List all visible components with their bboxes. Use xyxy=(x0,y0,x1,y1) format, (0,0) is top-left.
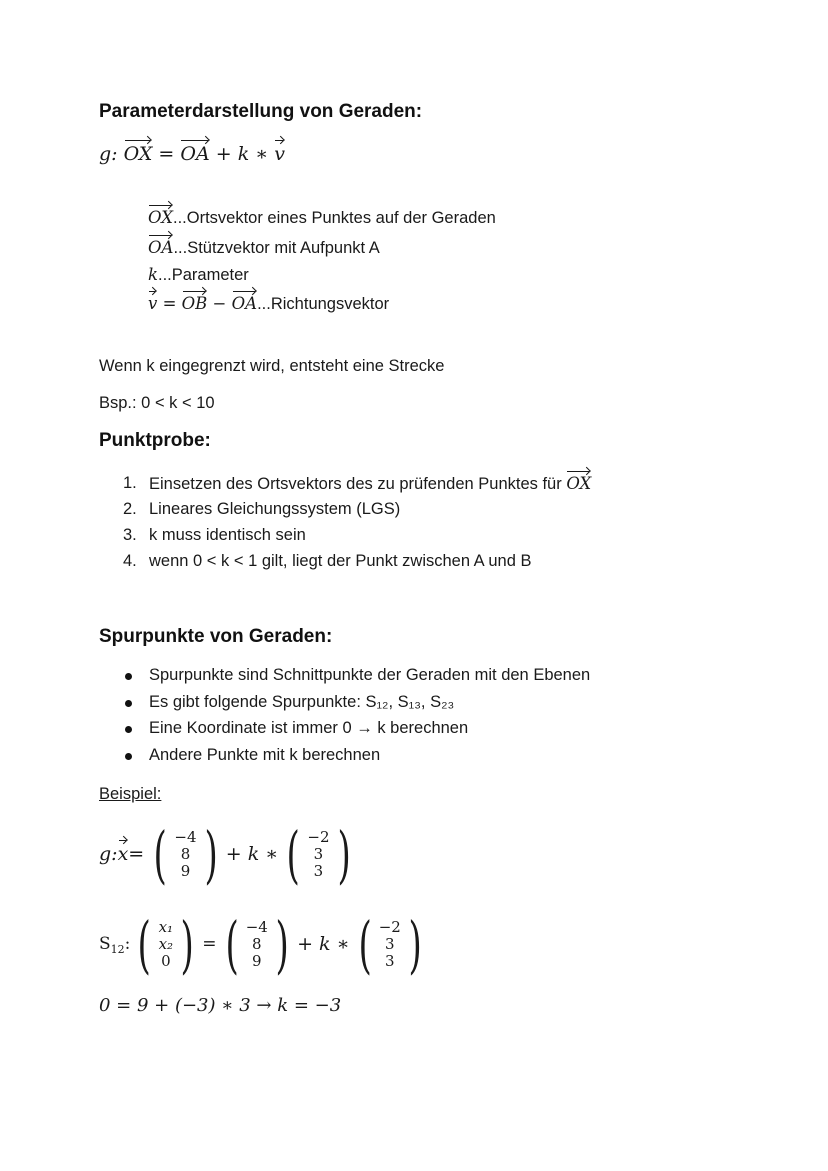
equation-line xyxy=(99,908,427,980)
right-paren: ) xyxy=(203,817,218,891)
right-paren: ) xyxy=(336,817,351,891)
bullet-item: Eine Koordinate ist immer 0 → k berechnen xyxy=(149,719,469,737)
bullet-icon xyxy=(125,700,132,707)
note-strecke: Wenn k eingegrenzt wird, entsteht eine Strecke xyxy=(99,357,445,375)
bullet-item: Es gibt folgende Spurpunkte: S₁₂, S₁₃, S₂₃ xyxy=(149,693,455,711)
vector-ox-inline: OX xyxy=(566,474,592,493)
def-text-k: ...Parameter xyxy=(158,266,249,284)
right-paren: ) xyxy=(408,907,422,981)
vector-entry: 9 xyxy=(180,861,191,880)
list-number: 2. xyxy=(123,500,137,518)
eq2-equals: = xyxy=(202,934,217,954)
list-item xyxy=(149,474,591,494)
definition-ox xyxy=(148,208,496,228)
definition-k xyxy=(148,265,249,285)
eq1-direction-vector xyxy=(305,829,331,880)
line-equation xyxy=(99,143,285,165)
vector-entry: 9 xyxy=(252,951,262,970)
vector-entry: 0 xyxy=(161,951,171,970)
eq2-s: S xyxy=(99,934,111,954)
definition-v xyxy=(148,294,389,314)
eq1-support-vector xyxy=(172,829,198,880)
eq1-vector-x: x xyxy=(117,843,129,865)
vector-oa: OA xyxy=(180,143,210,165)
eq2-direction-vector xyxy=(377,919,403,970)
section-title-punktprobe: Punktprobe: xyxy=(99,430,211,451)
list-item: k muss identisch sein xyxy=(149,526,306,544)
eq1-prefix: g: xyxy=(99,843,118,865)
vector-entry: x₂ xyxy=(158,934,174,953)
def-text-oa: ...Stützvektor mit Aufpunkt A xyxy=(173,239,380,257)
vector-entry: 8 xyxy=(180,844,191,863)
vector-entry: 3 xyxy=(384,934,395,953)
definition-oa xyxy=(148,238,380,258)
left-paren: ( xyxy=(286,817,300,891)
list-item: Lineares Gleichungssystem (LGS) xyxy=(149,500,401,518)
def-symbol-ob: OB xyxy=(181,294,208,313)
right-paren: ) xyxy=(275,907,289,981)
example-label: Beispiel: xyxy=(99,785,162,803)
vector-entry: −2 xyxy=(378,917,401,936)
list-item-text: Einsetzen des Ortsvektors des zu prüfenden Punktes für xyxy=(149,475,567,493)
formula-plus: + k ∗ xyxy=(209,143,275,165)
section-title-spurpunkte: Spurpunkte von Geraden: xyxy=(99,626,333,647)
formula-eq: = xyxy=(152,143,181,165)
bullet-item: Andere Punkte mit k berechnen xyxy=(149,746,381,764)
vector-ox: OX xyxy=(123,143,153,165)
eq2-colon: : xyxy=(124,934,131,954)
section-title-parameterdarstellung: Parameterdarstellung von Geraden: xyxy=(99,101,423,122)
eq2-plus: + k ∗ xyxy=(297,933,350,955)
bullet-icon xyxy=(125,673,132,680)
vector-entry: 3 xyxy=(313,861,324,880)
list-number: 1. xyxy=(123,474,137,492)
vector-entry: −4 xyxy=(174,827,197,846)
left-paren: ( xyxy=(153,817,167,891)
left-paren: ( xyxy=(137,907,152,981)
equation-line xyxy=(99,818,356,890)
list-item: wenn 0 < k < 1 gilt, liegt der Punkt zwischen A und B xyxy=(149,552,532,570)
vector-v: v xyxy=(274,143,285,165)
formula-prefix: g: xyxy=(99,143,124,165)
vector-entry: 8 xyxy=(252,934,262,953)
left-paren: ( xyxy=(357,907,372,981)
def-symbol-oa: OA xyxy=(148,238,174,257)
vector-entry: x₁ xyxy=(158,917,174,936)
result-equation: 0 = 9 + (−3) ∗ 3 → k = −3 xyxy=(99,995,342,1016)
eq1-equals: = xyxy=(128,843,145,865)
vector-entry: 3 xyxy=(384,951,395,970)
list-number: 3. xyxy=(123,526,137,544)
vector-entry: −2 xyxy=(307,827,330,846)
eq2-point-vector xyxy=(157,919,175,970)
def-symbol-oa2: OA xyxy=(231,294,258,313)
def-minus: − xyxy=(207,294,232,313)
eq1-plus: + k ∗ xyxy=(225,843,279,865)
vector-entry: 3 xyxy=(313,844,324,863)
left-paren: ( xyxy=(224,907,239,981)
right-paren: ) xyxy=(180,907,194,981)
def-eq: = xyxy=(157,294,182,313)
example-range: Bsp.: 0 < k < 10 xyxy=(99,394,215,412)
bullet-icon xyxy=(125,726,132,733)
def-symbol-ox: OX xyxy=(148,208,173,227)
bullet-item: Spurpunkte sind Schnittpunkte der Geraden mit den Ebenen xyxy=(149,666,591,684)
list-number: 4. xyxy=(123,552,137,570)
eq2-support-vector xyxy=(244,919,270,970)
def-text-ox: ...Ortsvektor eines Punktes auf der Geraden xyxy=(172,209,496,227)
def-symbol-v: v xyxy=(148,294,158,313)
eq2-subscript: 12 xyxy=(110,942,125,956)
def-symbol-k: k xyxy=(148,265,158,284)
def-text-v: ...Richtungsvektor xyxy=(257,295,390,313)
vector-entry: −4 xyxy=(245,917,268,936)
bullet-icon xyxy=(125,753,132,760)
